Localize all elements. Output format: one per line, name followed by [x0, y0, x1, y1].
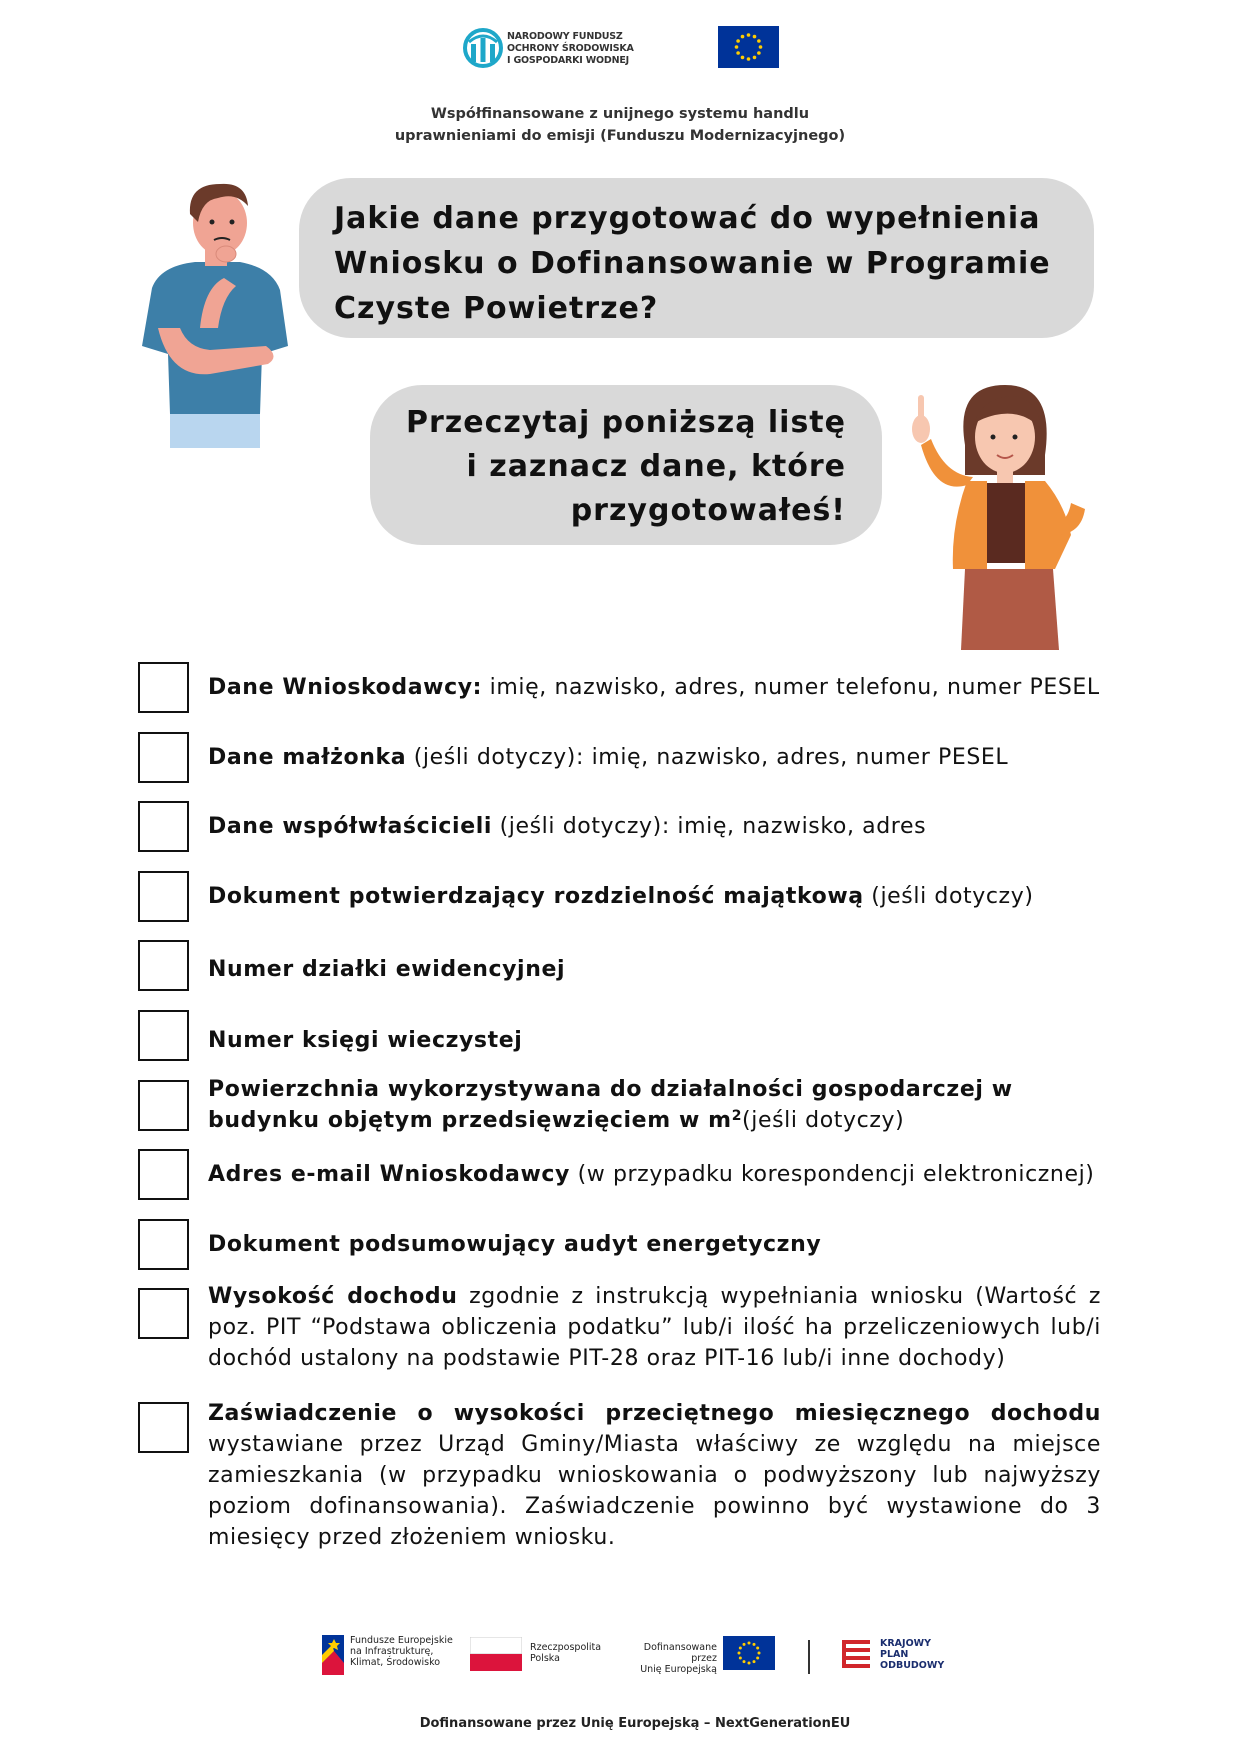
checkbox-income-certificate[interactable] — [138, 1402, 189, 1453]
eu-star-icon — [756, 1647, 759, 1650]
poland-flag-icon — [470, 1637, 522, 1671]
eu-star-icon — [739, 1657, 742, 1660]
checklist-item: Numer księgi wieczystej — [208, 1028, 523, 1053]
eu-cofunded-logo — [617, 1634, 777, 1674]
eu-star-icon — [741, 56, 745, 60]
eu-star-icon — [747, 57, 751, 61]
nfos-emblem-icon — [463, 28, 503, 68]
checklist-item: Numer działki ewidencyjnej — [208, 957, 566, 982]
eu-star-icon — [753, 1660, 756, 1663]
eu-star-icon — [743, 1643, 746, 1646]
european-funds-text: Fundusze Europejskie na Infrastrukturę, Klimat, Środowisko — [350, 1635, 453, 1668]
instruction-line-1: Przeczytaj poniższą listę — [405, 405, 846, 440]
eu-star-icon — [758, 1652, 761, 1655]
eu-star-icon — [753, 1643, 756, 1646]
eu-star-icon — [757, 39, 761, 43]
eu-star-icon — [757, 51, 761, 55]
checkbox-co-owners-data[interactable] — [138, 801, 189, 852]
question-text: Jakie dane przygotować do wypełnienia Wniosku o Dofinansowanie w Programie Czyste Powietrze? — [334, 201, 1051, 326]
checkbox-energy-audit-document[interactable] — [138, 1219, 189, 1270]
checkbox-business-area[interactable] — [138, 1080, 189, 1131]
eu-star-icon — [743, 1660, 746, 1663]
eu-star-icon — [736, 51, 740, 55]
cofinance-text: Współfinansowane z unijnego systemu handlu uprawnieniami do emisji (Funduszu Modernizacyjnego) — [394, 106, 846, 144]
kpo-text: KRAJOWY PLAN ODBUDOWY — [880, 1638, 945, 1671]
footer-divider — [808, 1640, 810, 1674]
checklist-item: Wysokość dochodu zgodnie z instrukcją wypełniania wniosku (Wartość z poz. PIT “Podstawa obliczenia podatku” lub/i ilość ha przeliczeniowych lub/i dochód ustalony na podstawie PIT-28 oraz PIT-16 lub/i inne dochody) — [208, 1284, 1101, 1371]
poland-text: Rzeczpospolita Polska — [530, 1642, 602, 1664]
eu-star-icon — [753, 56, 757, 60]
checkbox-land-register-number[interactable] — [138, 1010, 189, 1061]
eu-star-icon — [735, 45, 739, 49]
european-funds-logo — [320, 1633, 460, 1681]
checkbox-income-amount[interactable] — [138, 1288, 189, 1339]
checkbox-applicant-email[interactable] — [138, 1149, 189, 1200]
instruction-speech-bubble — [370, 385, 882, 545]
instruction-line-2: i zaznacz dane, które — [466, 449, 846, 484]
eu-star-icon — [748, 1642, 751, 1645]
poland-logo — [470, 1637, 600, 1677]
checkbox-applicant-data[interactable] — [138, 662, 189, 713]
eu-star-icon — [747, 33, 751, 37]
nfos-logo-text: NARODOWY FUNDUSZ OCHRONY ŚRODOWISKA I GOSPODARKI WODNEJ — [507, 31, 634, 66]
checklist-item: Dane Wnioskodawcy: imię, nazwisko, adres, numer telefonu, numer PESEL — [208, 675, 1100, 700]
checklist-item: Adres e-mail Wnioskodawcy (w przypadku korespondencji elektronicznej) — [208, 1162, 1095, 1187]
checklist-item: Zaświadczenie o wysokości przeciętnego miesięcznego dochodu wystawiane przez Urząd Gminy/Miasta właściwy ze względu na miejsce zamieszkania (w przypadku wnioskowania o podwyższony lub najwyższy poziom dofinansowania). Zaświadczenie powinno być wystawione do 3 miesięcy przed złożeniem wniosku. — [208, 1401, 1101, 1550]
checkbox-plot-number[interactable] — [138, 940, 189, 991]
checkbox-property-separation-document[interactable] — [138, 871, 189, 922]
eu-star-icon — [736, 39, 740, 43]
eu-star-icon — [741, 35, 745, 39]
pointing-woman-illustration — [895, 385, 1105, 650]
eu-cofunded-text: Dofinansowane przez Unię Europejską — [640, 1642, 717, 1675]
footer-caption: Dofinansowane przez Unię Europejską – NextGenerationEU — [419, 1716, 851, 1731]
eu-star-icon — [739, 1647, 742, 1650]
question-speech-bubble — [299, 178, 1094, 338]
european-funds-icon — [320, 1633, 346, 1677]
eu-flag-small-icon — [723, 1636, 775, 1670]
checklist-item: Powierzchnia wykorzystywana do działalności gospodarczej w budynku objętym przedsięwzięciem w $m^2(jeśli$ dotyczy) — [208, 1077, 1013, 1133]
checklist-item: Dokument podsumowujący audyt energetyczny — [208, 1232, 822, 1257]
eu-star-icon — [753, 35, 757, 39]
eu-star-icon — [759, 45, 763, 49]
eu-star-icon — [748, 1662, 751, 1665]
instruction-line-3: przygotowałeś! — [570, 493, 846, 528]
kpo-logo — [840, 1636, 960, 1678]
checkbox-spouse-data[interactable] — [138, 732, 189, 783]
checklist-item: Dane małżonka (jeśli dotyczy): imię, nazwisko, adres, numer PESEL — [208, 745, 1009, 770]
eu-star-icon — [738, 1652, 741, 1655]
thinking-man-illustration — [140, 178, 290, 448]
kpo-emblem-icon — [840, 1636, 874, 1670]
nfos-logo — [463, 28, 643, 72]
eu-star-icon — [756, 1657, 759, 1660]
eu-flag-icon — [718, 26, 779, 68]
checklist-item: Dane współwłaścicieli (jeśli dotyczy): imię, nazwisko, adres — [208, 814, 927, 839]
checklist-item: Dokument potwierdzający rozdzielność majątkową (jeśli dotyczy) — [208, 884, 1034, 909]
